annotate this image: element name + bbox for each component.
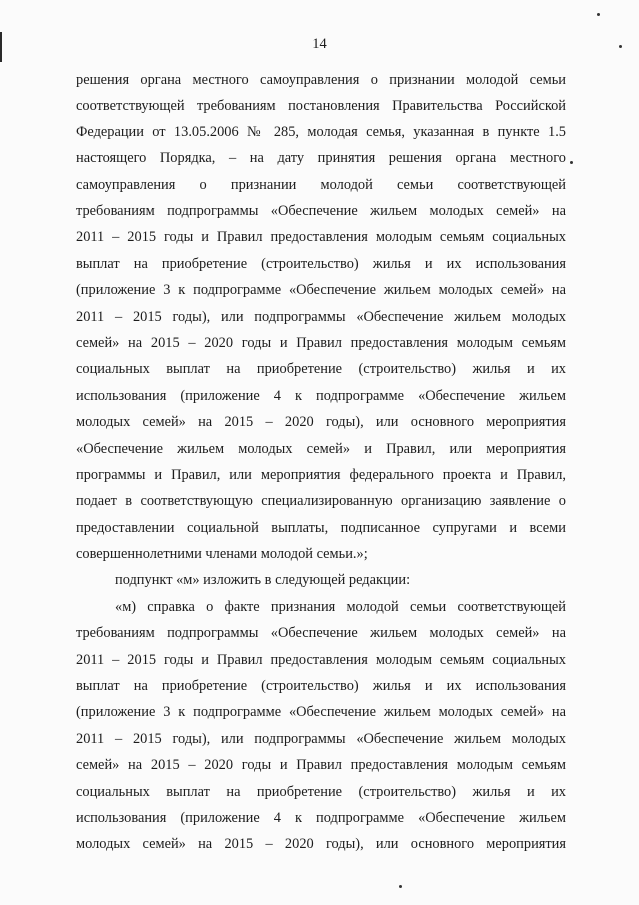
text-line: самоуправления о признании молодой семьи соответствующей xyxy=(76,177,566,193)
text-line: молодых семей» на 2015 – 2020 годы), или основного мероприятия xyxy=(76,414,566,430)
text-line: «м) справка о факте признания молодой семьи соответствующей xyxy=(115,599,566,615)
text-line: Федерации от 13.05.2006 № 285, молодая семья, указанная в пункте 1.5 xyxy=(76,124,566,140)
text-line: социальных выплат на приобретение (строительство) жилья и их xyxy=(76,361,566,377)
text-line: использования (приложение 4 к подпрограмме «Обеспечение жильем xyxy=(76,810,566,826)
text-line: программы и Правил, или мероприятия федерального проекта и Правил, xyxy=(76,467,566,483)
text-line: совершеннолетними членами молодой семьи.»; xyxy=(76,546,368,562)
text-line: семей» на 2015 – 2020 годы и Правил предоставления молодым семьям xyxy=(76,335,566,351)
text-line: выплат на приобретение (строительство) жилья и их использования xyxy=(76,256,566,272)
text-line: подает в соответствующую специализированную организацию заявление о xyxy=(76,493,566,509)
text-line: социальных выплат на приобретение (строительство) жилья и их xyxy=(76,784,566,800)
text-line: использования (приложение 4 к подпрограмме «Обеспечение жильем xyxy=(76,388,566,404)
text-line: (приложение 3 к подпрограмме «Обеспечение жильем молодых семей» на xyxy=(76,704,566,720)
page-number: 14 xyxy=(312,36,327,52)
text-line: (приложение 3 к подпрограмме «Обеспечение жильем молодых семей» на xyxy=(76,282,566,298)
scan-speck xyxy=(570,161,573,164)
text-line: требованиям подпрограммы «Обеспечение жильем молодых семей» на xyxy=(76,625,566,641)
text-line: молодых семей» на 2015 – 2020 годы), или основного мероприятия xyxy=(76,836,566,852)
text-line: 2011 – 2015 годы и Правил предоставления молодым семьям социальных xyxy=(76,652,566,668)
text-line: 2011 – 2015 годы и Правил предоставления молодым семьям социальных xyxy=(76,229,566,245)
text-line: выплат на приобретение (строительство) жилья и их использования xyxy=(76,678,566,694)
text-line: «Обеспечение жильем молодых семей» и Правил, или мероприятия xyxy=(76,441,566,457)
text-line: настоящего Порядка, – на дату принятия решения органа местного xyxy=(76,150,566,166)
scan-speck xyxy=(399,885,402,888)
paragraph-line: подпункт «м» изложить в следующей редакции: xyxy=(115,572,411,588)
text-line: требованиям подпрограммы «Обеспечение жильем молодых семей» на xyxy=(76,203,566,219)
text-line: 2011 – 2015 годы), или подпрограммы «Обеспечение жильем молодых xyxy=(76,309,566,325)
text-line: предоставлении социальной выплаты, подписанное супругами и всеми xyxy=(76,520,566,536)
text-line: семей» на 2015 – 2020 годы и Правил предоставления молодым семьям xyxy=(76,757,566,773)
text-line: 2011 – 2015 годы), или подпрограммы «Обеспечение жильем молодых xyxy=(76,731,566,747)
text-line: соответствующей требованиям постановления Правительства Российской xyxy=(76,98,566,114)
text-line: решения органа местного самоуправления о признании молодой семьи xyxy=(76,72,566,88)
scan-speck xyxy=(597,13,600,16)
